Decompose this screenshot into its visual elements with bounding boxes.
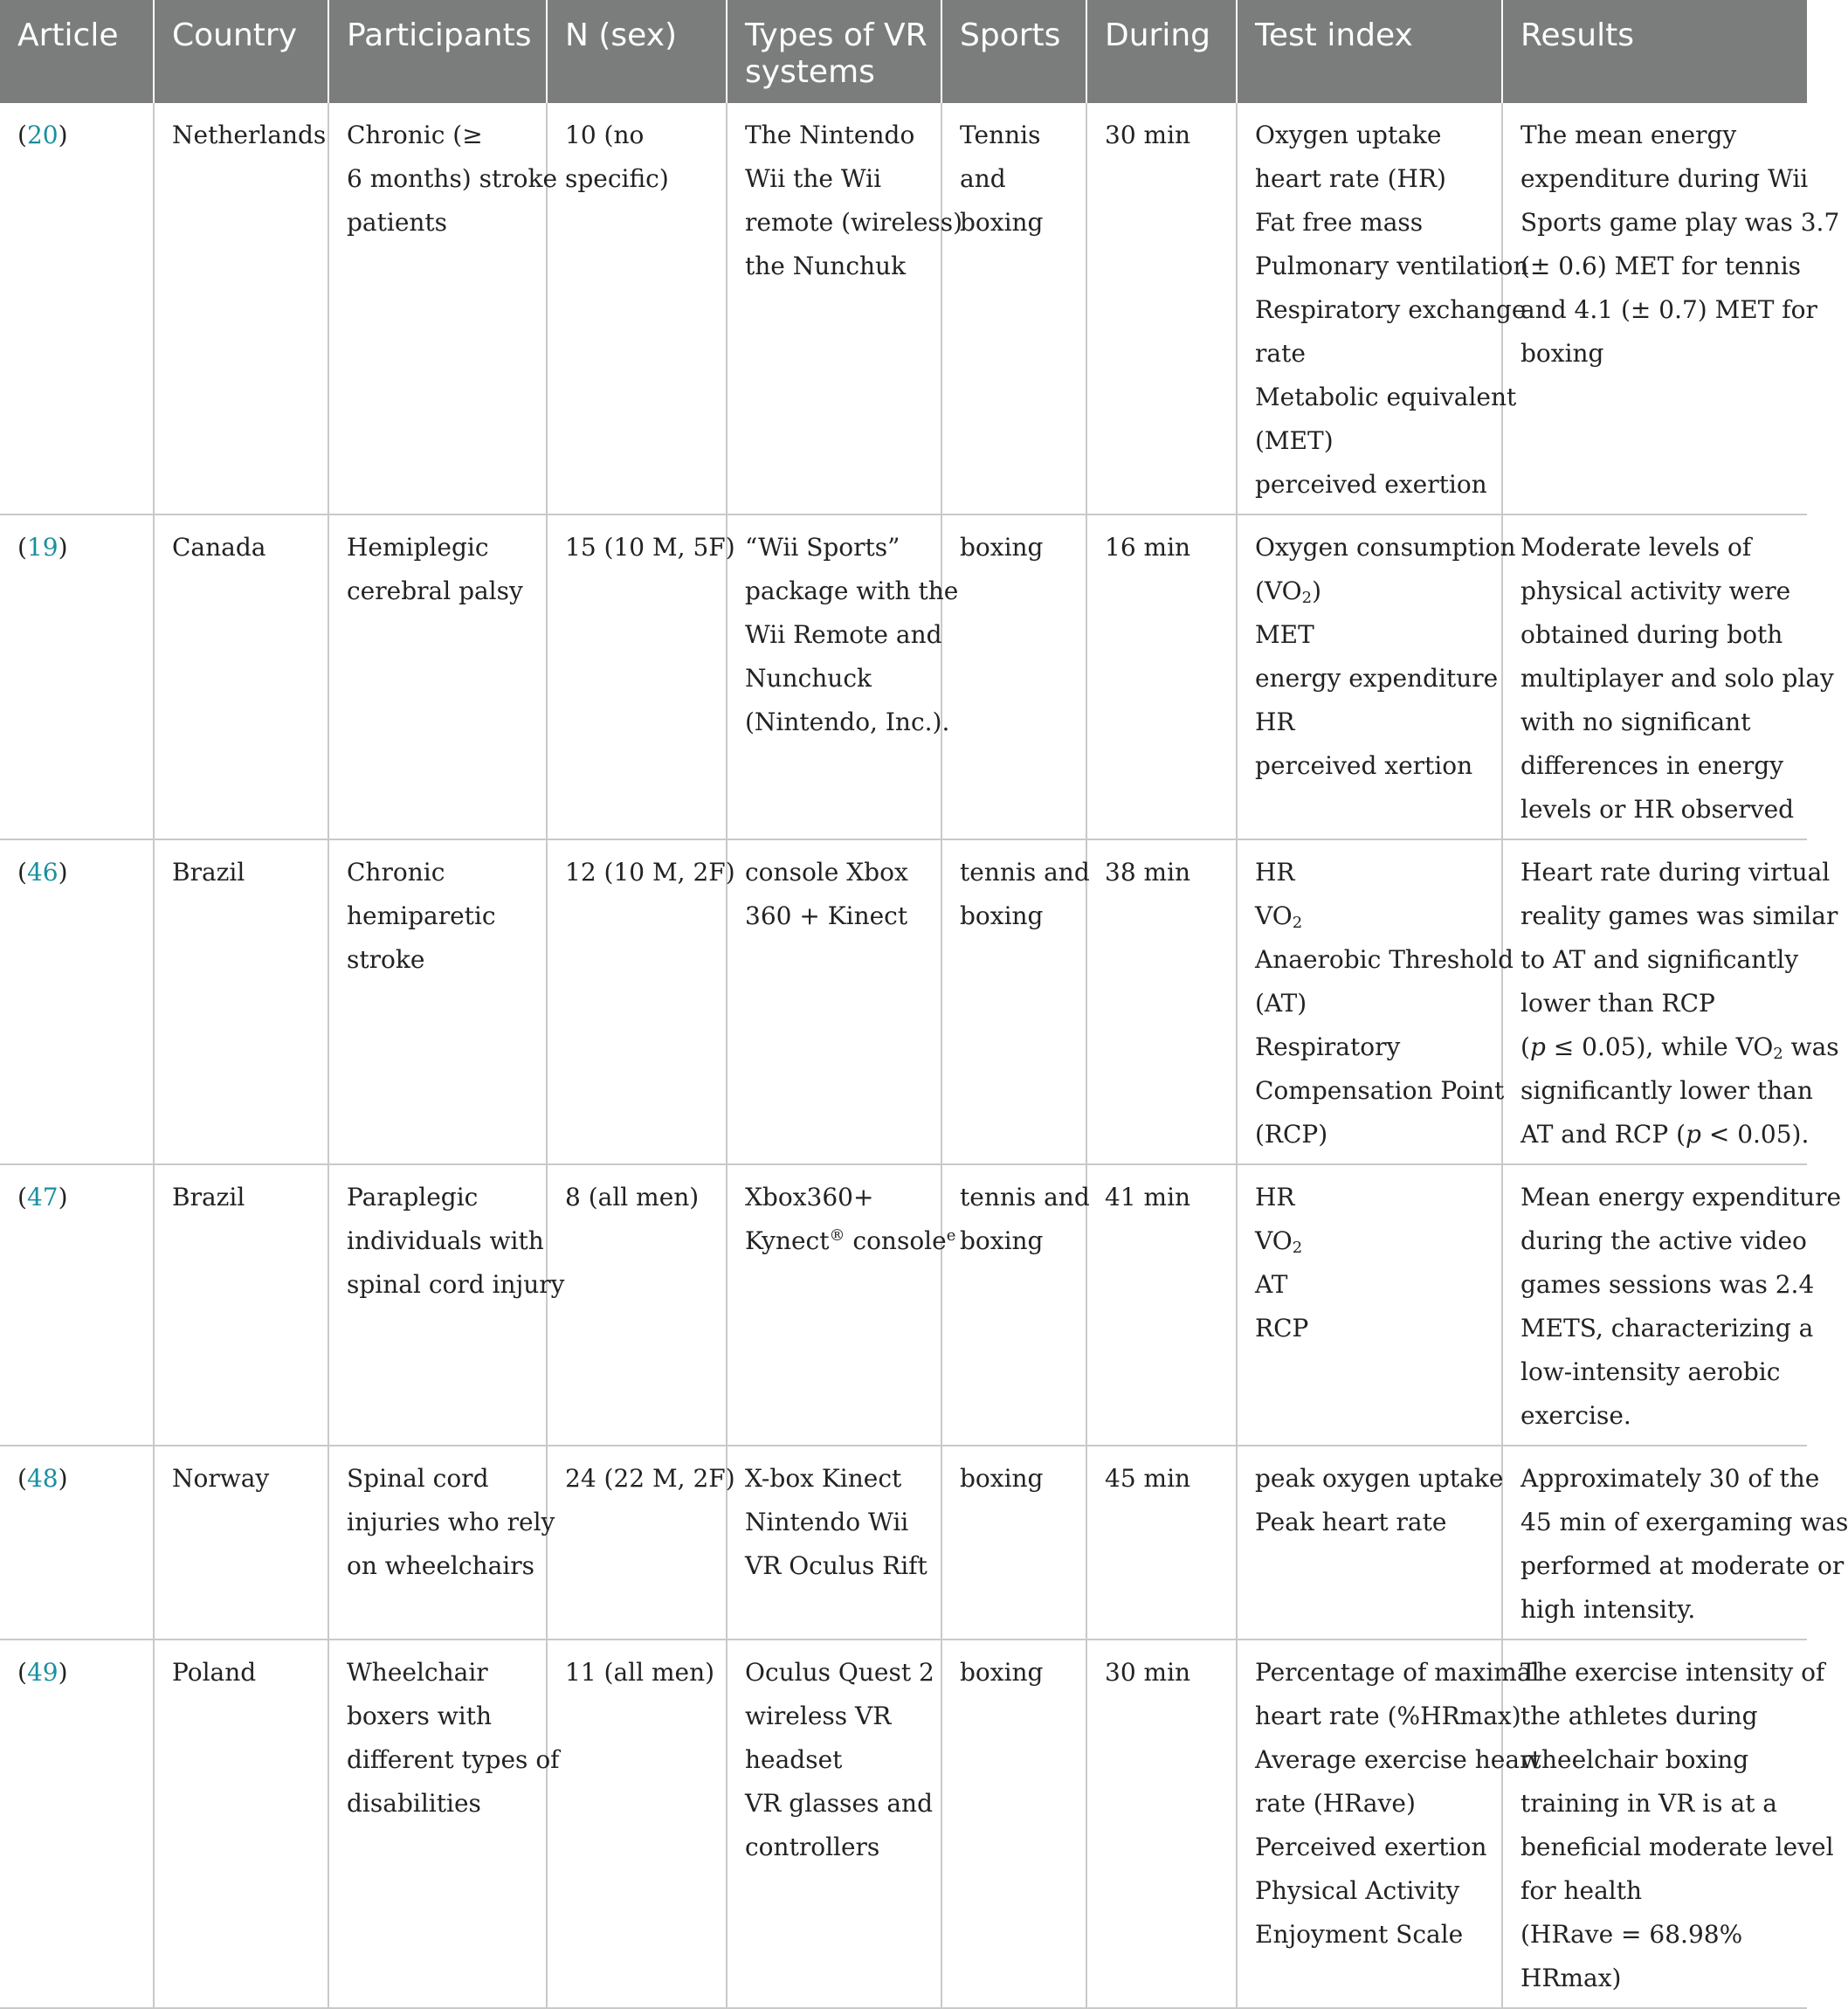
n-cell: 24 (22 M, 2F) [547,1446,727,1640]
n-cell: 12 (10 M, 2F) [547,839,727,1164]
reference-link[interactable]: 46 [26,858,59,887]
vr-cell: The Nintendo Wii the Wii remote (wireless) the Nunchuk [727,103,941,514]
n-cell: 15 (10 M, 5F) [547,514,727,839]
sports-cell: Tennis and boxing [941,103,1086,514]
reference-link[interactable]: 48 [26,1464,59,1493]
participants-cell: Wheelchair boxers with different types of disabilities [328,1640,547,2008]
test-index-cell: Percentage of maximal heart rate (%HRmax) Average exercise heart rate (HRave) Perceived exertion Physical Activity Enjoyment Scale [1237,1640,1502,2008]
vr-cell: X-box Kinect Nintendo Wii VR Oculus Rift [727,1446,941,1640]
header-country: Country [154,0,328,103]
during-cell: 38 min [1086,839,1237,1164]
results-cell: Mean energy expenditure during the active video games sessions was 2.4 METS, characterizing a low-intensity aerobic exercise. [1502,1164,1807,1446]
reference-link[interactable]: 19 [26,533,59,562]
vr-cell: “Wii Sports” package with the Wii Remote and Nunchuck (Nintendo, Inc.). [727,514,941,839]
reference-link[interactable]: 47 [26,1183,59,1212]
results-cell: Approximately 30 of the 45 min of exergaming was performed at moderate or high intensity. [1502,1446,1807,1640]
participants-cell: Spinal cord injuries who rely on wheelchairs [328,1446,547,1640]
table-row [0,514,1807,839]
header-results: Results [1502,0,1807,103]
test-index-cell: peak oxygen uptake Peak heart rate [1237,1446,1502,1640]
vr-cell: Xbox360+ Kynect® console$^e$ [727,1164,941,1446]
n-cell: 11 (all men) [547,1640,727,2008]
sports-cell: tennis and boxing [941,839,1086,1164]
header-sports: Sports [941,0,1086,103]
header-test-index: Test index [1237,0,1502,103]
country-cell: Brazil [154,839,328,1164]
country-cell: Norway [154,1446,328,1640]
article-cell: (46) [0,839,154,1164]
header-vr-systems [727,0,941,103]
article-cell: (19) [0,514,154,839]
during-cell: 30 min [1086,1640,1237,2008]
n-cell: 10 (no specific) [547,103,727,514]
header-vr-line-1: Types of VR [745,17,927,53]
article-cell: (49) [0,1640,154,2008]
article-cell: (20) [0,103,154,514]
participants-cell: Hemiplegic cerebral palsy [328,514,547,839]
during-cell: 45 min [1086,1446,1237,1640]
article-cell: (48) [0,1446,154,1640]
participants-cell: Chronic hemiparetic stroke [328,839,547,1164]
results-cell: Heart rate during virtual reality games was similar to AT and significantly lower than RCP (p ≤ 0.05), while $VO_2$ was significantly lower than AT and RCP (p < 0.05). [1502,839,1807,1164]
table-row [0,1640,1807,2008]
header-article: Article [17,17,119,53]
during-cell: 16 min [1086,514,1237,839]
during-cell: 41 min [1086,1164,1237,1446]
participants-cell: Paraplegic individuals with spinal cord injury [328,1164,547,1446]
during-cell: 30 min [1086,103,1237,514]
header-during: During [1086,0,1237,103]
n-cell: 8 (all men) [547,1164,727,1446]
sports-cell: boxing [941,514,1086,839]
header-row [0,0,1807,103]
reference-link[interactable]: 20 [26,121,59,149]
country-cell: Netherlands [154,103,328,514]
table-row [0,839,1807,1164]
sports-cell: tennis and boxing [941,1164,1086,1446]
test-index-cell: Oxygen consumption $(VO_2)$ MET energy expenditure HR perceived xertion [1237,514,1502,839]
sports-cell: boxing [941,1446,1086,1640]
results-cell: Moderate levels of physical activity were obtained during both multiplayer and solo play with no significant differences in energy levels or HR observed [1502,514,1807,839]
table-row [0,103,1807,514]
country-cell: Canada [154,514,328,839]
table-row [0,1446,1807,1640]
header-vr-line-2: systems [745,54,875,90]
test-index-cell: Oxygen uptake heart rate (HR) Fat free mass Pulmonary ventilation Respiratory exchange rate Metabolic equivalent (MET) perceived exertion [1237,103,1502,514]
results-cell: The exercise intensity of the athletes during wheelchair boxing training in VR is at a beneficial moderate level for health (HRave = 68.98% HRmax) [1502,1640,1807,2008]
participants-cell: Chronic (≥ 6 months) stroke patients [328,103,547,514]
article-cell: (47) [0,1164,154,1446]
test-index-cell: HR $VO_2$ Anaerobic Threshold (AT) Respiratory Compensation Point (RCP) [1237,839,1502,1164]
header-n-sex: N (sex) [547,0,727,103]
country-cell: Poland [154,1640,328,2008]
country-cell: Brazil [154,1164,328,1446]
vr-cell: Oculus Quest 2 wireless VR headset VR glasses and controllers [727,1640,941,2008]
test-index-cell: HR $VO_2$ AT RCP [1237,1164,1502,1446]
sports-cell: boxing [941,1640,1086,2008]
table-row [0,1164,1807,1446]
reference-link[interactable]: 49 [26,1658,59,1687]
vr-cell: console Xbox 360 + Kinect [727,839,941,1164]
results-cell: The mean energy expenditure during Wii Sports game play was 3.7 (± 0.6) MET for tennis and 4.1 (± 0.7) MET for boxing [1502,103,1807,514]
header-participants: Participants [328,0,547,103]
